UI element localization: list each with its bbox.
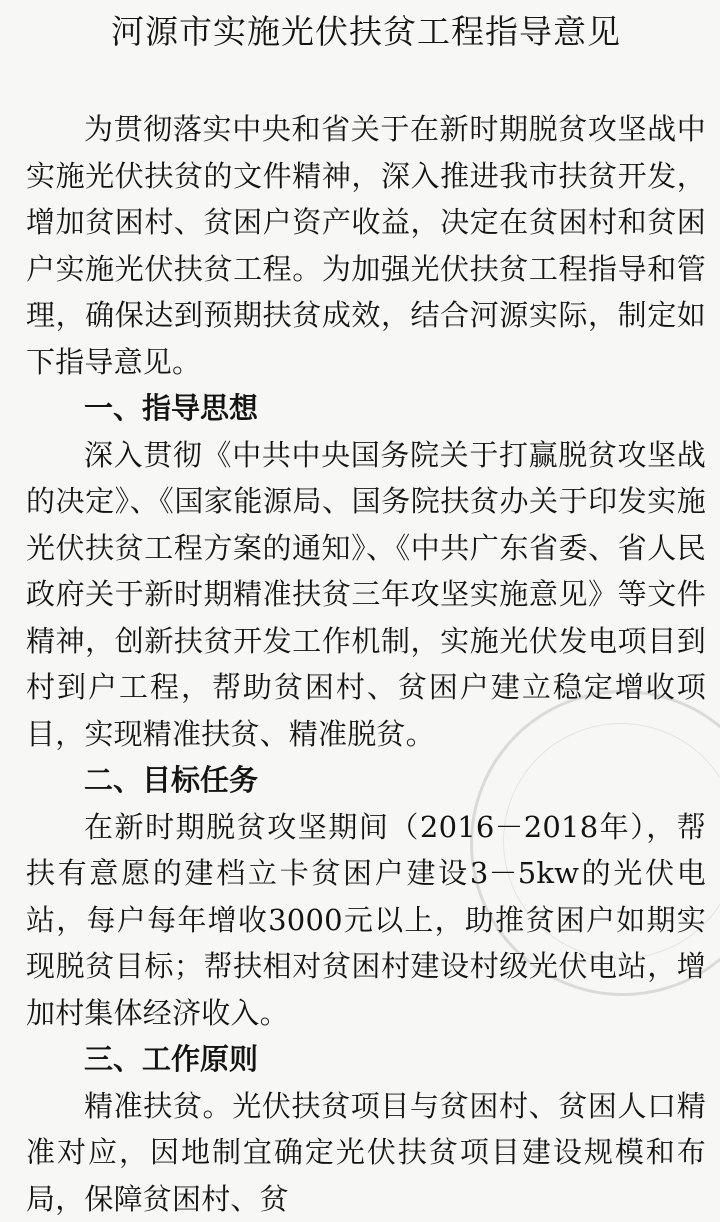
section-body-work-principles: 精准扶贫。光伏扶贫项目与贫困村、贫困人口精准对应，因地制宜确定光伏扶贫项目建设规模和布局，保障贫困村、贫 bbox=[26, 1083, 706, 1222]
section-heading-guiding-ideology: 一、指导思想 bbox=[26, 385, 706, 432]
section-body-guiding-ideology: 深入贯彻《中共中央国务院关于打赢脱贫攻坚战的决定》、《国家能源局、国务院扶贫办关于印发实施光伏扶贫工程方案的通知》、《中共广东省委、省人民政府关于新时期精准扶贫三年攻坚实施意见》等文件精神，创新扶贫开发工作机制，实施光伏发电项目到村到户工程，帮助贫困村、贫困户建立稳定增收项目，实现精准扶贫、精准脱贫。 bbox=[26, 432, 706, 758]
section-heading-goals-tasks: 二、目标任务 bbox=[26, 757, 706, 804]
intro-paragraph: 为贯彻落实中央和省关于在新时期脱贫攻坚战中实施光伏扶贫的文件精神，深入推进我市扶贫开发，增加贫困村、贫困户资产收益，决定在贫困村和贫困户实施光伏扶贫工程。为加强光伏扶贫工程指导和管理，确保达到预期扶贫成效，结合河源实际，制定如下指导意见。 bbox=[26, 106, 706, 385]
section-body-goals-tasks: 在新时期脱贫攻坚期间（2016－2018年），帮扶有意愿的建档立卡贫困户建设3－5kw的光伏电站，每户每年增收3000元以上，助推贫困户如期实现脱贫目标；帮扶相对贫困村建设村级光伏电站，增加村集体经济收入。 bbox=[26, 804, 706, 1037]
document-title: 河源市实施光伏扶贫工程指导意见 bbox=[26, 10, 706, 54]
section-heading-work-principles: 三、工作原则 bbox=[26, 1036, 706, 1083]
